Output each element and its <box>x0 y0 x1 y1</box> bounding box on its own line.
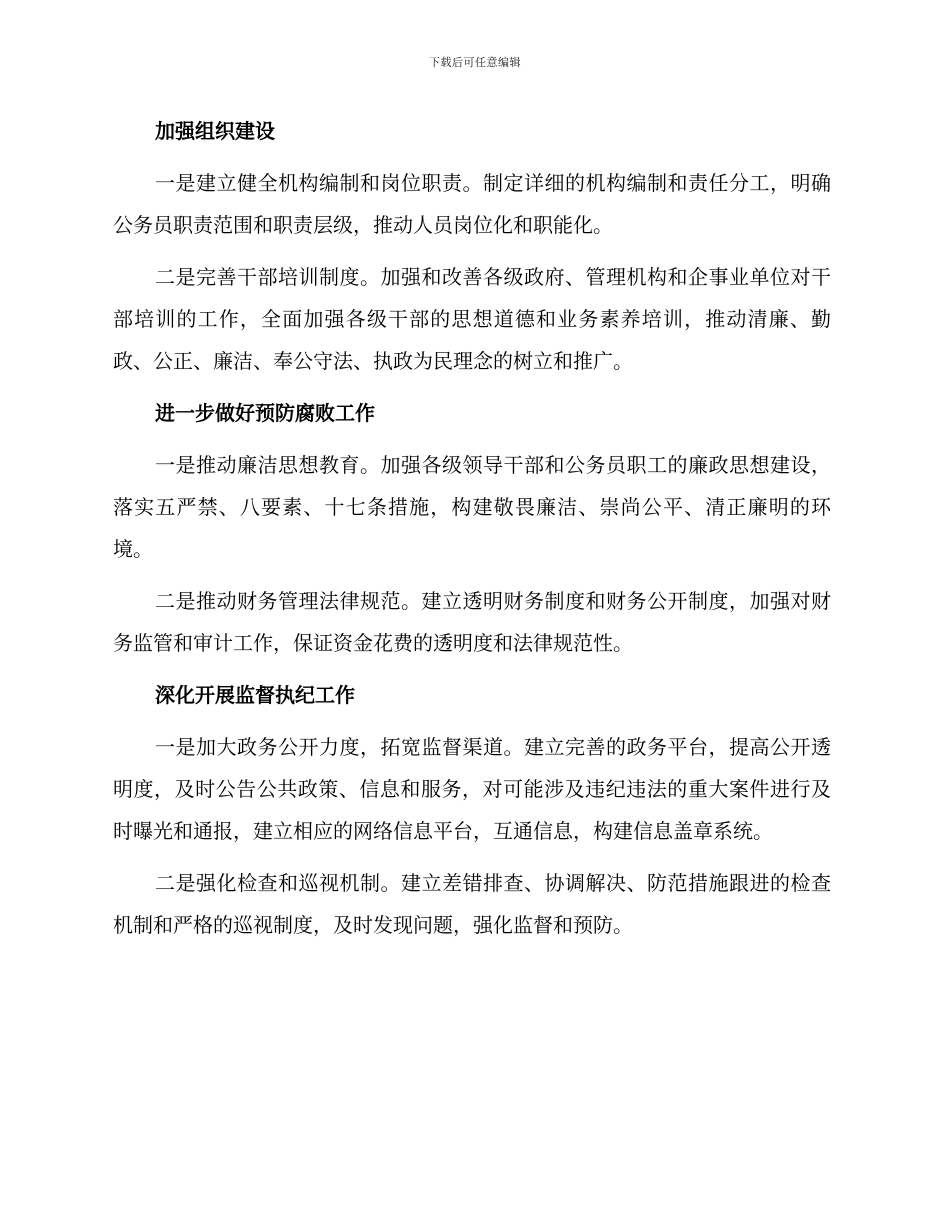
header-note: 下载后可任意编辑 <box>429 56 521 69</box>
paragraph: 一是推动廉洁思想教育。加强各级领导干部和公务员职工的廉政思想建设，落实五严禁、八要素、十七条措施，构建敬畏廉洁、崇尚公平、清正廉明的环境。 <box>113 453 831 561</box>
section-heading: 进一步做好预防腐败工作 <box>155 401 375 425</box>
paragraph: 二是推动财务管理法律规范。建立透明财务制度和财务公开制度，加强对财务监管和审计工作，保证资金花费的透明度和法律规范性。 <box>113 589 831 655</box>
paragraph: 二是强化检查和巡视机制。建立差错排查、协调解决、防范措施跟进的检查机制和严格的巡视制度，及时发现问题，强化监督和预防。 <box>113 871 831 937</box>
section-heading: 深化开展监督执纪工作 <box>155 683 355 707</box>
section-heading: 加强组织建设 <box>155 119 275 143</box>
paragraph: 一是加大政务公开力度，拓宽监督渠道。建立完善的政务平台，提高公开透明度，及时公告公共政策、信息和服务，对可能涉及违纪违法的重大案件进行及时曝光和通报，建立相应的网络信息平台，互通信息，构建信息盖章系统。 <box>113 735 831 843</box>
paragraph: 二是完善干部培训制度。加强和改善各级政府、管理机构和企事业单位对干部培训的工作，全面加强各级干部的思想道德和业务素养培训，推动清廉、勤政、公正、廉洁、奉公守法、执政为民理念的树立和推广。 <box>113 265 831 373</box>
paragraph: 一是建立健全机构编制和岗位职责。制定详细的机构编制和责任分工，明确公务员职责范围和职责层级，推动人员岗位化和职能化。 <box>113 171 831 237</box>
document-body <box>113 110 831 956</box>
